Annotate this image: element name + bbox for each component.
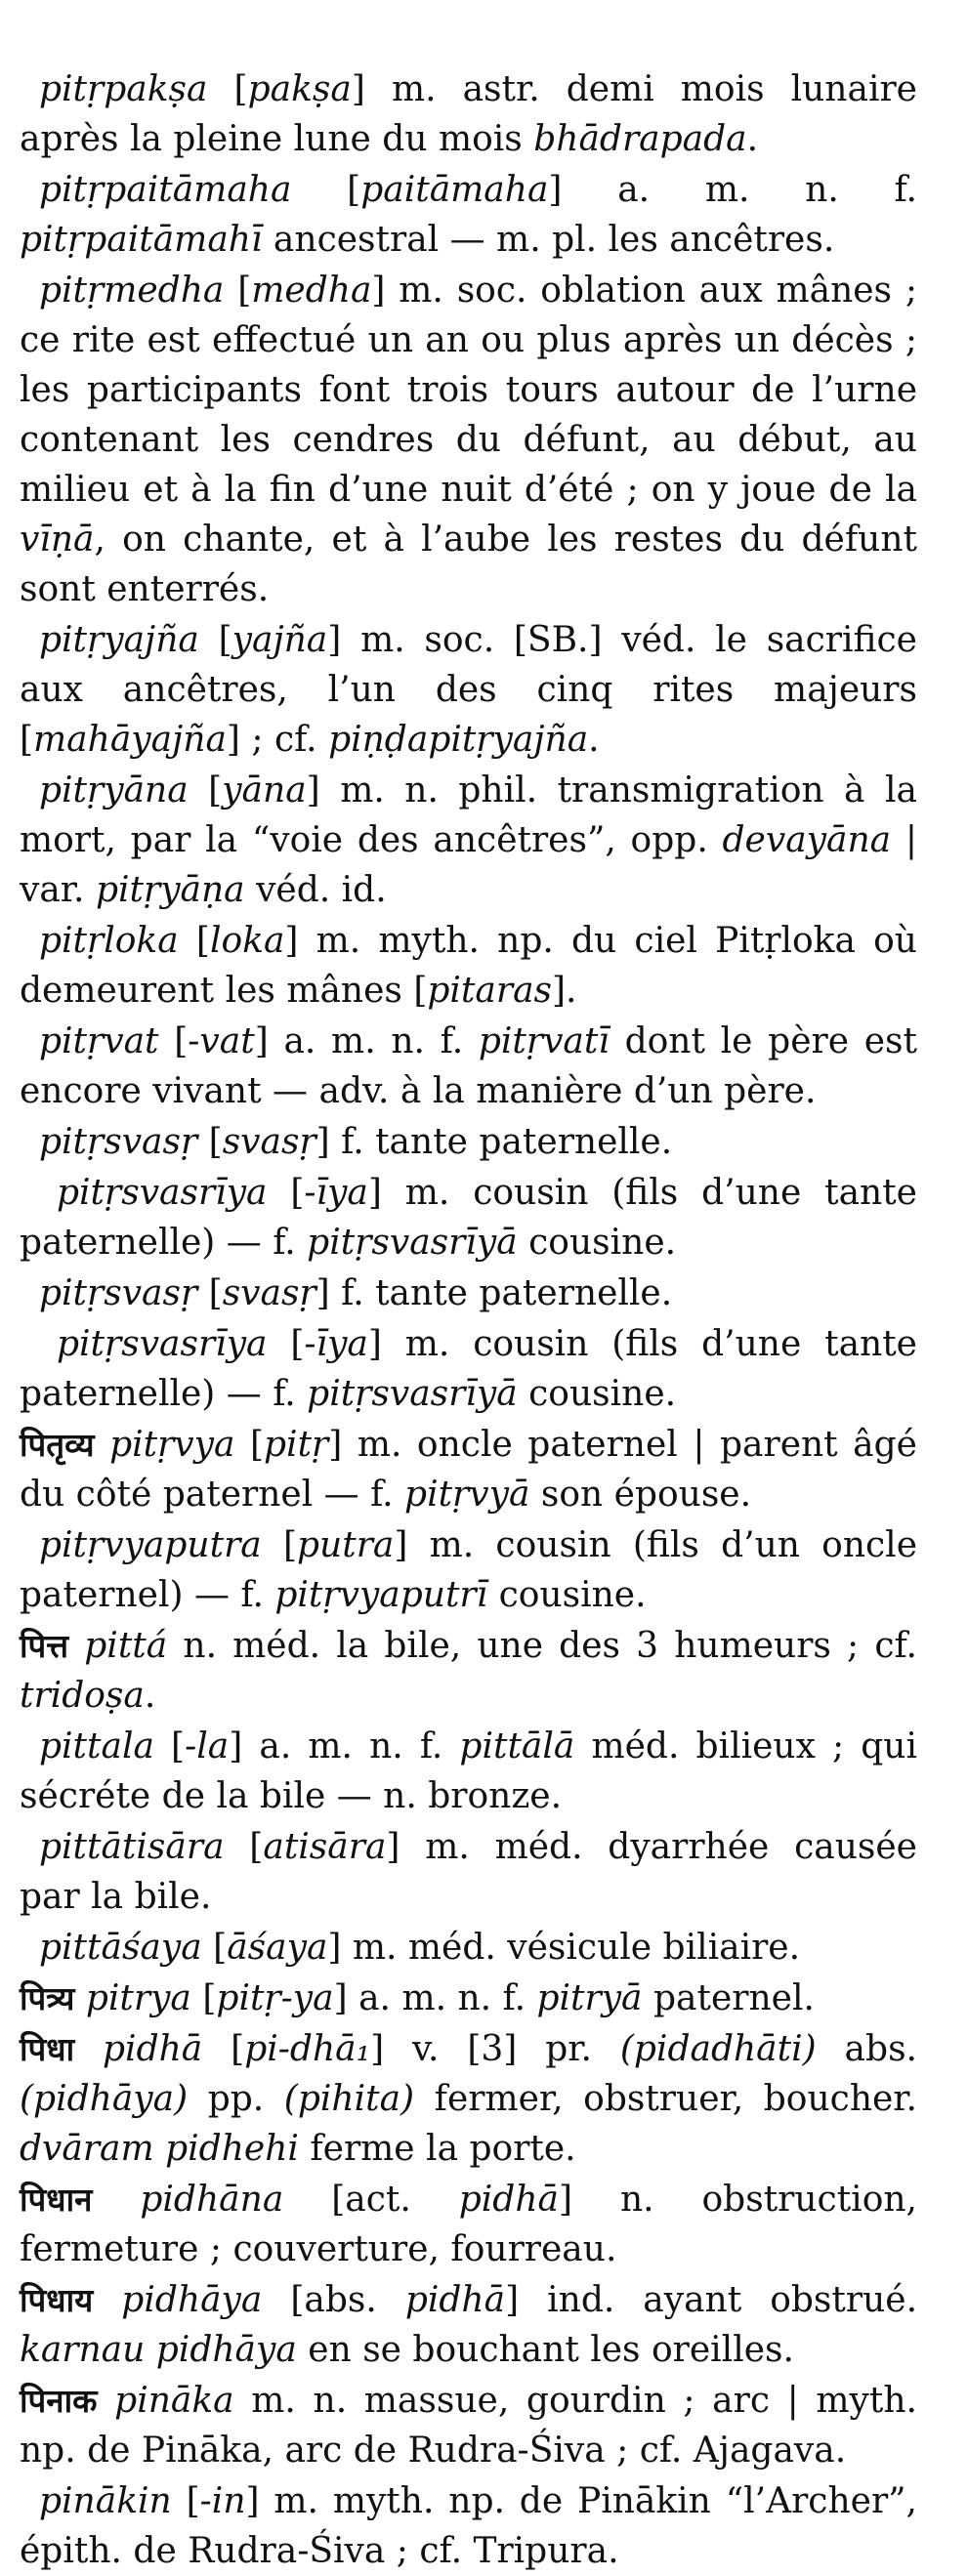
definition-text: ] a. m. n. f. (333, 1978, 537, 2018)
definition-text: en se bouchant les oreilles. (296, 2330, 794, 2370)
dictionary-entry (20, 1722, 917, 1821)
italic-term: pitṛyajña (39, 620, 199, 660)
definition-text: ] a. m. n. f. (254, 1021, 479, 1061)
definition-text: ] v. [3] pr. (370, 2029, 620, 2069)
definition-text: dont le père est encore vivant — adv. à la manière d’un père. (20, 1021, 917, 1111)
italic-term: pidhā (404, 2280, 506, 2320)
definition-text: ] m. myth. np. de Pinākin “l’Archer”, épith. de Rudra-Śiva ; cf. Tripura. (20, 2481, 917, 2571)
definition-text: [act. (283, 2180, 459, 2220)
italic-term: pittala (39, 1726, 154, 1766)
italic-term: pitṛpaitāmaha (39, 170, 292, 210)
definition-text: ]. (552, 971, 577, 1011)
dictionary-entry (20, 1268, 917, 1318)
devanagari-headword: पिधान (20, 2181, 93, 2219)
definition-text: ] m. méd. dyarrhée causée par la bile. (20, 1827, 917, 1917)
definition-text: m. n. massue, gourdin ; arc | myth. np. de Pināka, arc de Rudra-Śiva ; cf. Ajagava. (20, 2381, 917, 2471)
dictionary-entry (20, 2376, 917, 2475)
italic-term: pitṛyāṇa (95, 870, 245, 910)
definition-text: ] m. soc. [SB.] véd. le sacrifice aux ancêtres, l’un des cinq rites majeurs [ (20, 620, 917, 760)
definition-text: [ (261, 1525, 298, 1565)
definition-text: ] m. soc. oblation aux mânes ; ce rite est effectué un an ou plus après un décès ; les participants font trois tours autour de l’urne contenant les cendres du défunt, au début, au milieu et à la fin d’une nuit d’été ; on y joue de la (20, 270, 917, 510)
definition-text: ] a. m. n. f. (229, 1726, 460, 1766)
definition-text: [ (190, 1978, 217, 2018)
italic-term: yajña (231, 620, 328, 660)
italic-term: pitṛ-ya (216, 1978, 334, 2018)
italic-term: pidhāya (121, 2280, 263, 2320)
dictionary-entry (20, 266, 917, 614)
dictionary-entry (20, 1319, 917, 1419)
definition-text: cousine. (487, 1575, 647, 1615)
definition-text: ] f. tante paternelle. (316, 1122, 673, 1162)
definition-text: [ (197, 1273, 223, 1313)
italic-term: pitṛmedha (39, 270, 225, 311)
italic-term: āśaya (227, 1928, 328, 1968)
definition-text: [ (197, 1122, 223, 1162)
definition-text: fermer, obstruer, boucher. (414, 2079, 918, 2119)
italic-term: -īya (304, 1324, 368, 1364)
italic-term: dvāram pidhehi (20, 2129, 299, 2169)
definition-text: [ (224, 1827, 264, 1867)
devanagari-headword: पित्त (20, 1627, 69, 1665)
definition-text: [ (224, 270, 252, 311)
italic-term: pināka (114, 2381, 234, 2421)
definition-text: ancestral — m. pl. les ancêtres. (262, 220, 835, 260)
definition-text (68, 1626, 84, 1666)
italic-term: karnau pidhāya (20, 2330, 297, 2370)
definition-text: , on chante, et à l’aube les restes du défunt sont enterrés. (20, 519, 917, 609)
definition-text: [ (201, 1928, 228, 1968)
italic-term: atisāra (263, 1827, 387, 1867)
definition-text: . (746, 119, 759, 159)
definition-text: . (588, 720, 600, 760)
dictionary-entry (20, 1621, 917, 1721)
definition-text: [ (291, 170, 361, 210)
definition-text: [ (202, 2029, 245, 2069)
definition-text: ] m. cousin (fils d’un oncle paternel) — f. (20, 1525, 917, 1615)
italic-term: (pihita) (283, 2079, 415, 2119)
dictionary-entry (20, 2175, 917, 2274)
italic-term: pitṛpakṣa (39, 69, 208, 109)
definition-text: ] m. oncle paternel | parent âgé du côté paternel — f. (20, 1425, 917, 1515)
devanagari-headword: पिधा (20, 2030, 75, 2068)
italic-term: pitṛsvasṛ (39, 1273, 198, 1313)
italic-term: -in (199, 2481, 246, 2521)
italic-term: pitṛvatī (478, 1021, 610, 1061)
definition-text: ] ind. ayant obstrué. (505, 2280, 918, 2320)
definition-text: ] n. obstruction, fermeture ; couverture, fourreau. (20, 2180, 918, 2269)
definition-text: abs. (816, 2029, 917, 2069)
italic-term: piṇḍapitṛyajña (328, 720, 589, 760)
italic-term: pitṛvat (39, 1021, 159, 1061)
italic-term: pidhā (458, 2180, 559, 2220)
italic-term: bhādrapada (533, 119, 747, 159)
dictionary-entry (20, 1168, 917, 1267)
italic-term: paitāmaha (360, 170, 549, 210)
definition-text: [ (198, 620, 232, 660)
italic-term: pakṣa (247, 69, 352, 109)
italic-term: svasṛ (222, 1122, 316, 1162)
definition-text: n. méd. la bile, une des 3 humeurs ; cf. (167, 1626, 917, 1666)
italic-term: pitṛsvasrīyā (307, 1223, 518, 1263)
definition-text (74, 2029, 103, 2069)
italic-term: pinākin (39, 2481, 172, 2521)
dictionary-entry (20, 2275, 917, 2375)
definition-text: ] m. méd. vésicule biliaire. (327, 1928, 801, 1968)
definition-text: [ (153, 1726, 186, 1766)
definition-text: ] m. cousin (fils d’une tante paternelle) — f. (20, 1173, 917, 1263)
italic-term: pidhā (103, 2029, 203, 2069)
dictionary-entry (20, 1420, 917, 1519)
definition-text: | var. (20, 820, 917, 910)
definition-text: [ (158, 1021, 189, 1061)
italic-term: pittālā (459, 1726, 575, 1766)
definition-text: [ (207, 69, 248, 109)
italic-term: pitṛvyaputra (39, 1525, 262, 1565)
dictionary-entry (20, 1822, 917, 1922)
italic-term: pittātisāra (39, 1827, 225, 1867)
italic-term: pittá (84, 1626, 168, 1666)
dictionary-entry (20, 1520, 917, 1620)
italic-term: pitṛsvasrīya (57, 1324, 268, 1364)
italic-term: pitryā (536, 1978, 643, 2018)
definition-text: [ (267, 1173, 305, 1213)
definition-text: ] ; cf. (226, 720, 329, 760)
definition-text: [abs. (262, 2280, 405, 2320)
definition-text (95, 1425, 110, 1465)
definition-text: [ (178, 921, 210, 961)
italic-term: tridoṣa (20, 1676, 145, 1716)
definition-text: [ (267, 1324, 305, 1364)
dictionary-entry (20, 64, 917, 164)
italic-term: -la (185, 1726, 230, 1766)
definition-text: ] a. m. n. f. (548, 170, 917, 210)
italic-term: pitaras (427, 971, 553, 1011)
italic-term: putra (297, 1525, 395, 1565)
italic-term: -vat (188, 1021, 255, 1061)
devanagari-headword: पिधाय (20, 2281, 94, 2319)
dictionary-entry (20, 1017, 917, 1116)
definition-text (93, 2280, 121, 2320)
definition-text: ] m. astr. demi mois lunaire après la pleine lune du mois (20, 69, 917, 159)
italic-term: pitṛsvasṛ (39, 1122, 198, 1162)
definition-text: [ (234, 1425, 265, 1465)
italic-term: pidhāna (140, 2180, 284, 2220)
italic-term: pitṛvya (109, 1425, 235, 1465)
definition-text (74, 1978, 85, 2018)
definition-text (92, 2180, 140, 2220)
dictionary-entry (20, 165, 917, 265)
definition-text: son épouse. (529, 1475, 752, 1515)
definition-text: ] m. n. phil. transmigration à la mort, par la “voie des ancêtres”, opp. (20, 770, 917, 860)
italic-term: pi-dhā₁ (244, 2029, 371, 2069)
italic-term: (pidadhāti) (619, 2029, 817, 2069)
italic-term: vīṇā (20, 519, 95, 560)
definition-text: cousine. (517, 1374, 677, 1414)
italic-term: pitṛvyaputrī (274, 1575, 488, 1615)
definition-text: [ (171, 2481, 200, 2521)
italic-term: pitṛvyā (404, 1475, 530, 1515)
italic-term: pitṛloka (39, 921, 179, 961)
italic-term: pitṛpaitāmahī (20, 220, 263, 260)
italic-term: yāna (222, 770, 307, 810)
definition-text: véd. id. (244, 870, 387, 910)
definition-text: . (144, 1676, 156, 1716)
dictionary-entry (20, 1923, 917, 1973)
italic-term: pitṛ (264, 1425, 329, 1465)
dictionary-entry (20, 1974, 917, 2023)
definition-text: méd. bilieux ; qui sécréte de la bile — n. bronze. (20, 1726, 917, 1816)
dictionary-entry (20, 916, 917, 1016)
definition-text: ] m. cousin (fils d’une tante paternelle) — f. (20, 1324, 917, 1414)
definition-text: paternel. (642, 1978, 815, 2018)
definition-text: cousine. (517, 1223, 677, 1263)
dictionary-entry (20, 1117, 917, 1167)
dictionary-entry (20, 2024, 917, 2174)
devanagari-headword: पित्र्य (20, 1979, 75, 2017)
italic-term: pitrya (85, 1978, 191, 2018)
italic-term: mahāyajña (33, 720, 227, 760)
italic-term: -īya (304, 1173, 368, 1213)
italic-term: pitṛsvasrīyā (307, 1374, 518, 1414)
italic-term: pittāśaya (39, 1928, 202, 1968)
italic-term: medha (251, 270, 372, 311)
definition-text: ] m. myth. np. du ciel Pitṛloka où demeurent les mânes [ (20, 921, 917, 1011)
dictionary-entry (20, 766, 917, 915)
italic-term: loka (209, 921, 285, 961)
devanagari-headword: पिनाक (20, 2382, 98, 2420)
definition-text (98, 2381, 115, 2421)
dictionary-entry (20, 615, 917, 765)
definition-text: ] f. tante paternelle. (316, 1273, 673, 1313)
italic-term: (pidhāya) (20, 2079, 189, 2119)
definition-text: [ (188, 770, 223, 810)
italic-term: svasṛ (222, 1273, 316, 1313)
italic-term: pitṛyāna (39, 770, 189, 810)
definition-text: ferme la porte. (298, 2129, 576, 2169)
italic-term: pitṛsvasrīya (57, 1173, 268, 1213)
devanagari-headword: पितृव्य (20, 1426, 95, 1464)
italic-term: devayāna (722, 820, 892, 860)
definition-text: pp. (188, 2079, 284, 2119)
